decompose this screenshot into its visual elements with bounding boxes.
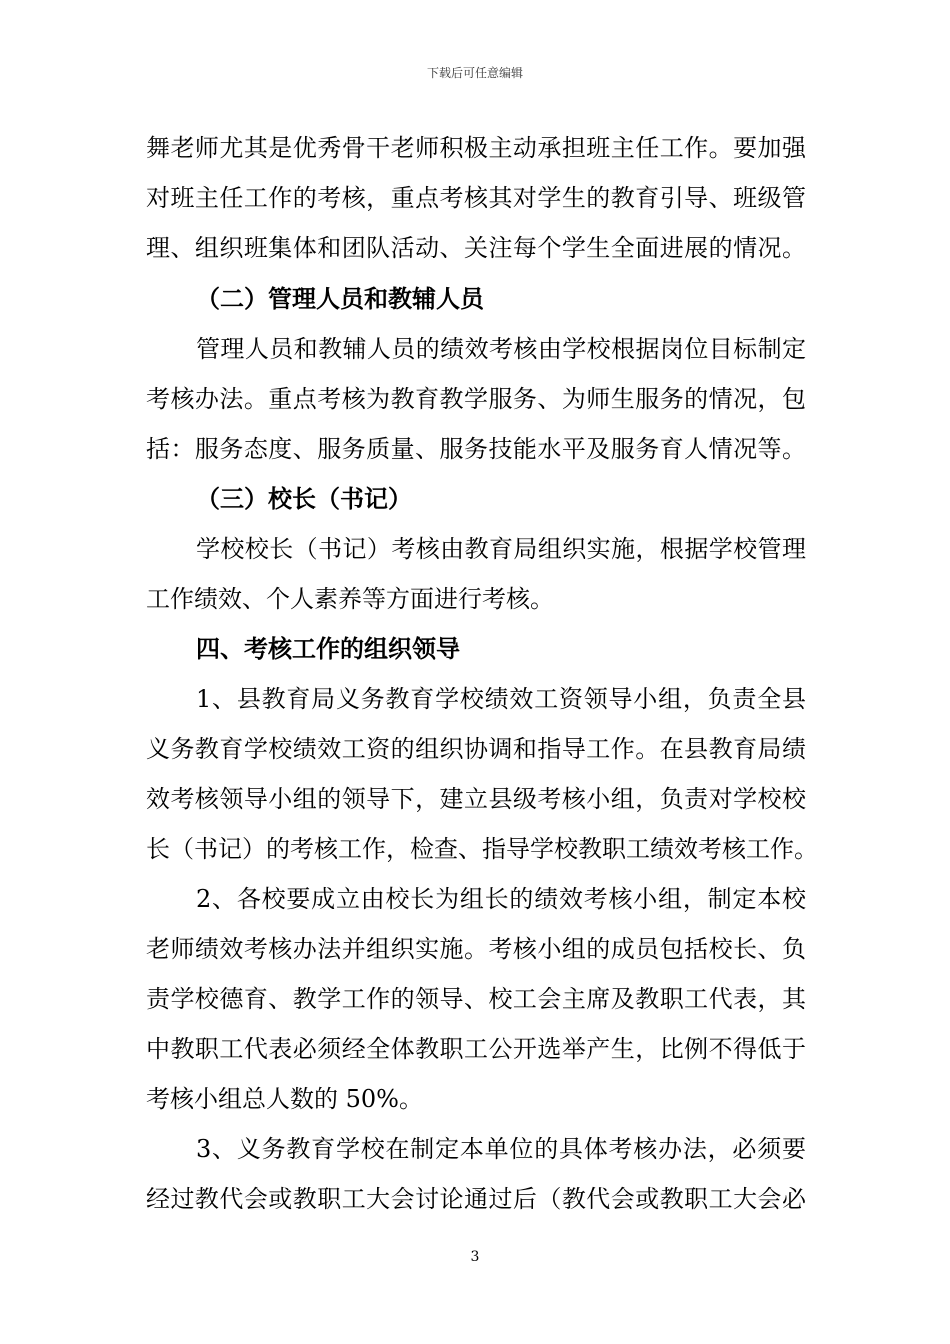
page-header: 下载后可任意编辑: [426, 66, 523, 80]
body-line: 中教职工代表必须经全体教职工公开选举产生，比例不得低于: [146, 1035, 806, 1063]
body-line: 管理人员和教辅人员的绩效考核由学校根据岗位目标制定: [196, 335, 806, 363]
section-heading-4: 四、考核工作的组织领导: [196, 635, 460, 663]
body-line: 经过教代会或教职工大会讨论通过后（教代会或教职工大会必: [146, 1185, 806, 1213]
body-line: 1、县教育局义务教育学校绩效工资领导小组，负责全县: [196, 685, 806, 713]
section-heading-2: （二）管理人员和教辅人员: [196, 285, 484, 313]
body-line: 舞老师尤其是优秀骨干老师积极主动承担班主任工作。要加强: [146, 134, 806, 162]
body-line: 工作绩效、个人素养等方面进行考核。: [146, 585, 554, 613]
body-line: 效考核领导小组的领导下，建立县级考核小组，负责对学校校: [146, 785, 806, 813]
body-line: 责学校德育、教学工作的领导、校工会主席及教职工代表，其: [146, 985, 806, 1013]
body-line: 2、各校要成立由校长为组长的绩效考核小组，制定本校: [196, 885, 806, 913]
body-line: 长（书记）的考核工作，检查、指导学校教职工绩效考核工作。: [146, 835, 818, 863]
body-line: 3、义务教育学校在制定本单位的具体考核办法，必须要: [196, 1135, 806, 1163]
page-number: 3: [470, 1249, 480, 1265]
body-line: 学校校长（书记）考核由教育局组织实施，根据学校管理: [196, 535, 806, 563]
body-line: 理、组织班集体和团队活动、关注每个学生全面进展的情况。: [146, 234, 806, 262]
body-line: 义务教育学校绩效工资的组织协调和指导工作。在县教育局绩: [146, 735, 806, 763]
body-line: 考核小组总人数的 50%。: [146, 1085, 423, 1113]
section-heading-3: （三）校长（书记）: [196, 485, 412, 513]
body-line: 对班主任工作的考核，重点考核其对学生的教育引导、班级管: [146, 184, 806, 212]
body-line: 考核办法。重点考核为教育教学服务、为师生服务的情况，包: [146, 385, 806, 413]
body-line: 老师绩效考核办法并组织实施。考核小组的成员包括校长、负: [146, 935, 806, 963]
body-line: 括：服务态度、服务质量、服务技能水平及服务育人情况等。: [146, 435, 806, 463]
